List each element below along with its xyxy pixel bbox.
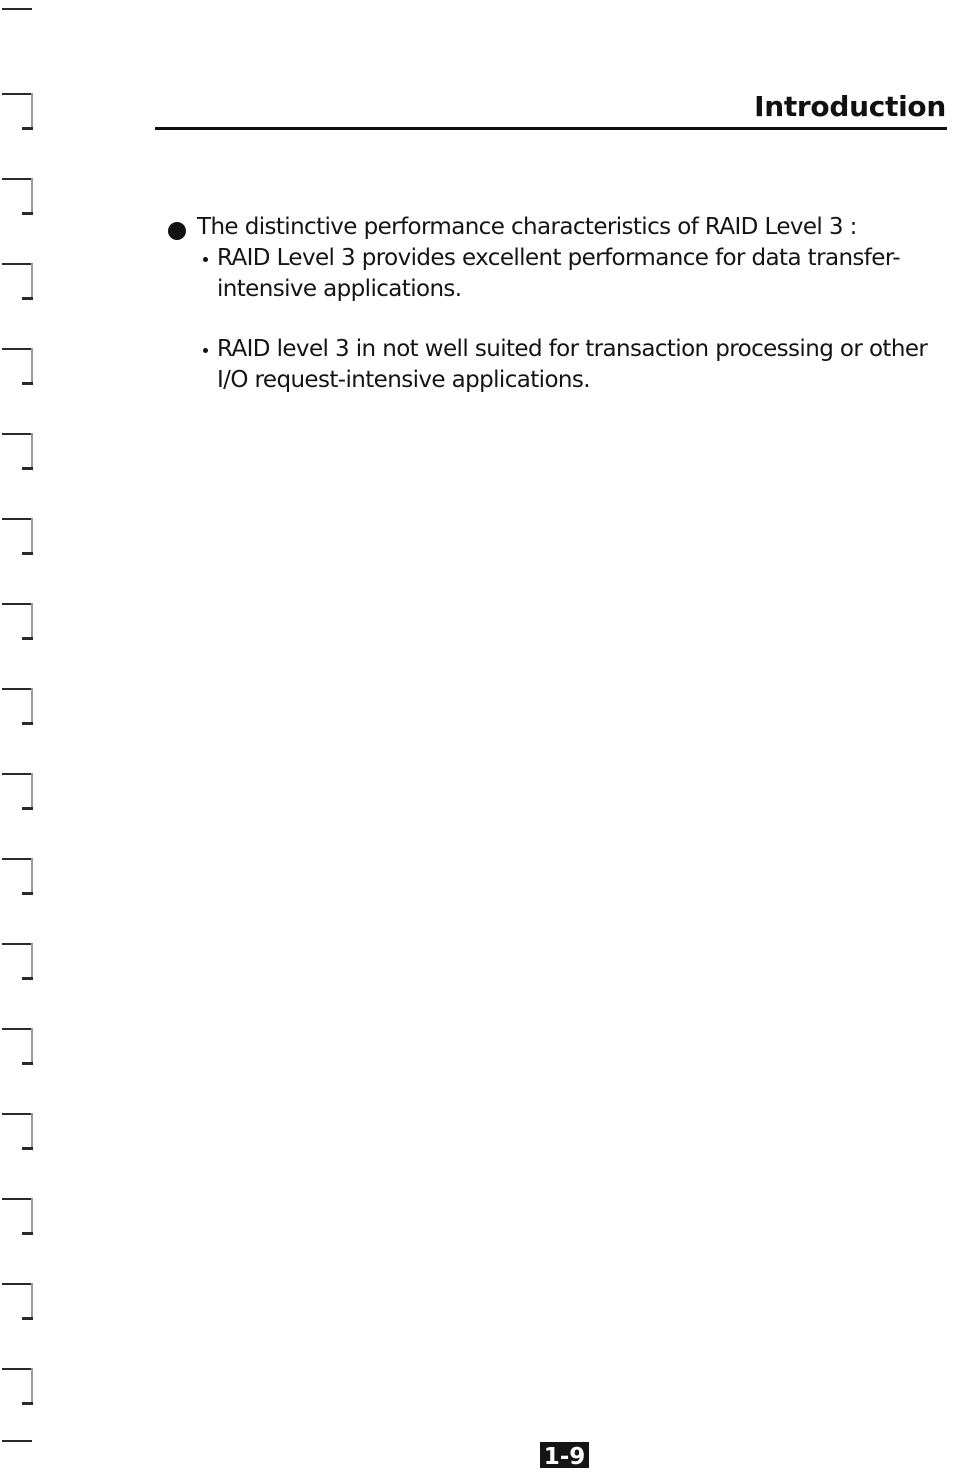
binding-hole-mark — [2, 1028, 34, 1068]
small-bullet-icon — [203, 348, 208, 353]
binding-hole-mark — [2, 773, 34, 813]
section-title: Introduction — [754, 90, 946, 123]
page-number: 1-9 — [540, 1442, 589, 1468]
list-item-text: RAID Level 3 provides excellent performance for data transfer-intensive applications. — [217, 245, 900, 302]
binding-hole-mark — [2, 1368, 34, 1408]
binding-hole-mark — [2, 348, 34, 388]
list-item — [168, 243, 948, 305]
content-body — [168, 212, 948, 396]
binding-hole-mark — [2, 518, 34, 558]
binding-hole-mark — [2, 688, 34, 728]
binding-hole-mark — [2, 263, 34, 303]
binding-hole-mark — [2, 943, 34, 983]
header-rule — [155, 127, 947, 130]
lead-text: The distinctive performance characteristics of RAID Level 3 : — [197, 214, 857, 240]
list-item-text: RAID level 3 in not well suited for transaction processing or other I/O request-intensive applications. — [217, 336, 928, 393]
bullet-icon — [168, 222, 186, 240]
binding-hole-mark — [2, 178, 34, 218]
list-item — [168, 334, 948, 396]
binding-margin — [0, 0, 40, 1468]
binding-hole-mark — [2, 8, 34, 48]
binding-hole-mark — [2, 603, 34, 643]
small-bullet-icon — [203, 257, 208, 262]
binding-hole-mark — [2, 93, 34, 133]
binding-hole-mark — [2, 1113, 34, 1153]
binding-hole-mark — [2, 1198, 34, 1238]
lead-bullet — [168, 212, 948, 243]
binding-hole-mark — [2, 433, 34, 473]
binding-hole-mark — [2, 1283, 34, 1323]
binding-hole-mark — [2, 1440, 34, 1480]
binding-hole-mark — [2, 858, 34, 898]
